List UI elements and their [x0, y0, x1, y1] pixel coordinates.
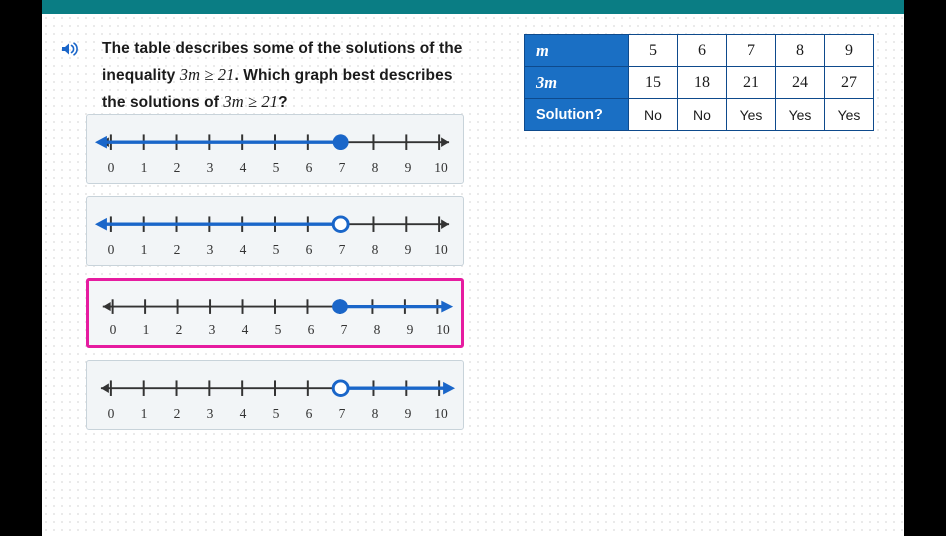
table-row-header-solution: Solution? [525, 99, 629, 131]
number-line-labels-a: 0 1 2 3 4 5 6 7 8 9 10 [107, 160, 448, 175]
table-cell: 6 [678, 35, 727, 67]
answer-choice-a[interactable] [86, 114, 464, 184]
table-row-header-m: m [525, 35, 629, 67]
table-cell: 27 [825, 67, 874, 99]
table-cell: No [629, 99, 678, 131]
question-line-2-post: . Which graph best describes [234, 67, 453, 84]
question-line-3-pre: the solutions of [102, 94, 224, 111]
table-cell: 7 [727, 35, 776, 67]
number-line-labels-c: 0 1 2 3 4 5 6 7 8 9 10 [109, 322, 450, 337]
question-text [102, 36, 500, 116]
table-row-header-3m: 3m [525, 67, 629, 99]
question-block [60, 36, 500, 116]
answer-choice-b[interactable] [86, 196, 464, 266]
number-line-labels-d: 0 1 2 3 4 5 6 7 8 9 10 [107, 406, 448, 421]
content-panel [42, 14, 904, 536]
top-teal-bar [42, 0, 904, 14]
table-cell: Yes [825, 99, 874, 131]
table-cell: 21 [727, 67, 776, 99]
table-cell: Yes [727, 99, 776, 131]
table-cell: No [678, 99, 727, 131]
solutions-table-wrapper [524, 34, 874, 131]
number-line-labels-b: 0 1 2 3 4 5 6 7 8 9 10 [107, 242, 448, 257]
table-cell: 15 [629, 67, 678, 99]
question-line-3-post: ? [278, 94, 288, 111]
table-cell: 8 [776, 35, 825, 67]
table-cell: 24 [776, 67, 825, 99]
table-row [525, 35, 874, 67]
question-line-2-math: 3m ≥ 21 [179, 65, 235, 84]
speaker-audio-icon[interactable] [60, 40, 80, 58]
question-line-2-pre: inequality [102, 67, 180, 84]
table-cell: 5 [629, 35, 678, 67]
table-cell: 9 [825, 35, 874, 67]
question-line-3-math: 3m ≥ 21 [223, 92, 279, 111]
table-cell: Yes [776, 99, 825, 131]
table-row [525, 99, 874, 131]
answer-choice-c[interactable] [86, 278, 464, 348]
table-row [525, 67, 874, 99]
table-cell: 18 [678, 67, 727, 99]
answer-choice-d[interactable] [86, 360, 464, 430]
question-line-1: The table describes some of the solutions of the [102, 40, 463, 57]
solutions-table [524, 34, 874, 131]
